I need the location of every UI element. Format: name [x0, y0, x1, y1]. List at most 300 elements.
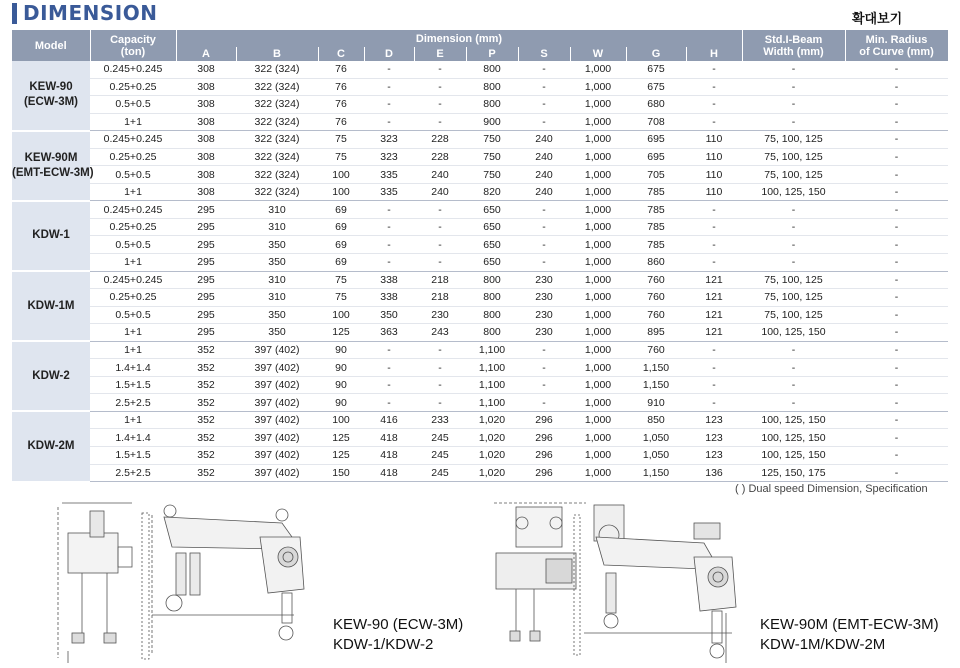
table-cell: -: [742, 218, 845, 236]
table-cell: 750: [466, 148, 518, 166]
table-cell: 322 (324): [236, 131, 318, 149]
table-cell: -: [742, 359, 845, 377]
table-cell: -: [518, 218, 570, 236]
table-cell: 0.25+0.25: [90, 218, 176, 236]
model-name-line: KEW-90: [29, 81, 73, 94]
table-cell: -: [414, 254, 466, 272]
table-cell: -: [414, 394, 466, 412]
table-cell: 322 (324): [236, 183, 318, 201]
table-cell: 910: [626, 394, 686, 412]
table-row: [12, 411, 948, 429]
table-cell: 1,020: [466, 411, 518, 429]
table-cell: 100: [318, 306, 364, 324]
table-cell: 296: [518, 464, 570, 482]
table-cell: 850: [626, 411, 686, 429]
table-cell: -: [518, 96, 570, 114]
table-cell: 397 (402): [236, 394, 318, 412]
table-cell: 0.25+0.25: [90, 289, 176, 307]
table-cell: 705: [626, 166, 686, 184]
table-cell: 100, 125, 150: [742, 183, 845, 201]
table-cell: -: [414, 341, 466, 359]
table-cell: 1,000: [570, 411, 626, 429]
model-cell: [12, 131, 94, 201]
table-cell: 0.25+0.25: [90, 148, 176, 166]
table-cell: 121: [686, 271, 742, 289]
table-cell: 308: [176, 148, 236, 166]
table-cell: 322 (324): [236, 166, 318, 184]
table-cell: 650: [466, 236, 518, 254]
table-cell: -: [414, 218, 466, 236]
table-cell: 296: [518, 447, 570, 465]
table-cell: 323: [364, 131, 414, 149]
header-capacity: Capacity (ton): [90, 30, 176, 61]
table-cell: -: [518, 201, 570, 219]
table-cell: 352: [176, 376, 236, 394]
table-cell: 121: [686, 289, 742, 307]
table-cell: -: [845, 254, 948, 272]
table-cell: 308: [176, 96, 236, 114]
table-cell: 1,000: [570, 236, 626, 254]
table-row: [12, 289, 948, 307]
table-cell: 245: [414, 464, 466, 482]
table-cell: 2.5+2.5: [90, 464, 176, 482]
table-cell: 1,050: [626, 447, 686, 465]
table-cell: 308: [176, 61, 236, 78]
table-row: [12, 394, 948, 412]
model-name-line: KDW-1M: [27, 299, 75, 312]
table-cell: -: [845, 341, 948, 359]
table-cell: -: [742, 341, 845, 359]
table-cell: 695: [626, 148, 686, 166]
table-cell: 1,150: [626, 376, 686, 394]
table-cell: 295: [176, 201, 236, 219]
table-cell: 1+1: [90, 254, 176, 272]
table-cell: 1+1: [90, 411, 176, 429]
table-cell: 785: [626, 201, 686, 219]
table-cell: 0.5+0.5: [90, 96, 176, 114]
table-cell: 1,020: [466, 447, 518, 465]
table-cell: 75, 100, 125: [742, 289, 845, 307]
table-cell: -: [845, 218, 948, 236]
table-cell: 0.25+0.25: [90, 78, 176, 96]
table-cell: 322 (324): [236, 96, 318, 114]
table-cell: -: [414, 201, 466, 219]
table-cell: 233: [414, 411, 466, 429]
table-cell: 1,000: [570, 271, 626, 289]
table-cell: 363: [364, 324, 414, 342]
table-cell: 1,000: [570, 254, 626, 272]
table-cell: 322 (324): [236, 61, 318, 78]
table-cell: 1,100: [466, 394, 518, 412]
table-cell: 352: [176, 341, 236, 359]
table-cell: 322 (324): [236, 148, 318, 166]
table-cell: 75: [318, 131, 364, 149]
table-cell: -: [518, 254, 570, 272]
table-cell: -: [364, 359, 414, 377]
table-row: [12, 236, 948, 254]
table-cell: 230: [518, 289, 570, 307]
table-cell: 1,020: [466, 429, 518, 447]
table-cell: -: [742, 394, 845, 412]
table-cell: -: [686, 341, 742, 359]
table-cell: 125, 150, 175: [742, 464, 845, 482]
table-cell: 397 (402): [236, 359, 318, 377]
table-cell: 296: [518, 429, 570, 447]
table-cell: 1,000: [570, 289, 626, 307]
table-cell: 760: [626, 289, 686, 307]
header-dim-s: S: [518, 47, 570, 61]
table-cell: 352: [176, 429, 236, 447]
table-cell: 0.245+0.245: [90, 271, 176, 289]
model-cell: [12, 271, 90, 341]
table-cell: -: [845, 61, 948, 78]
table-cell: 295: [176, 324, 236, 342]
table-cell: 100, 125, 150: [742, 429, 845, 447]
table-cell: 230: [518, 271, 570, 289]
table-cell: 240: [414, 166, 466, 184]
table-cell: -: [364, 218, 414, 236]
table-cell: 123: [686, 429, 742, 447]
table-cell: 1.5+1.5: [90, 447, 176, 465]
table-cell: -: [845, 166, 948, 184]
drawing-kew90m-kdw1m-kdw2m: [486, 493, 764, 665]
table-cell: 785: [626, 236, 686, 254]
table-cell: 397 (402): [236, 376, 318, 394]
table-cell: 310: [236, 218, 318, 236]
table-cell: 0.5+0.5: [90, 306, 176, 324]
table-cell: 750: [466, 166, 518, 184]
caption-right-line2: KDW-1M/KDW-2M: [760, 636, 886, 653]
header-dim-c: C: [318, 47, 364, 61]
table-row: [12, 254, 948, 272]
table-row: [12, 447, 948, 465]
table-cell: 1,000: [570, 201, 626, 219]
table-cell: 76: [318, 96, 364, 114]
table-cell: -: [845, 289, 948, 307]
section-title: [12, 0, 157, 26]
table-cell: 295: [176, 218, 236, 236]
table-cell: 136: [686, 464, 742, 482]
table-cell: -: [845, 429, 948, 447]
table-cell: 1,100: [466, 376, 518, 394]
table-cell: 230: [518, 324, 570, 342]
table-cell: -: [364, 61, 414, 78]
table-cell: 121: [686, 324, 742, 342]
table-body: [12, 61, 948, 482]
table-cell: -: [742, 254, 845, 272]
table-cell: 218: [414, 289, 466, 307]
table-cell: 150: [318, 464, 364, 482]
table-cell: 75, 100, 125: [742, 271, 845, 289]
header-model: Model: [12, 30, 90, 61]
table-cell: -: [845, 236, 948, 254]
table-cell: 1,150: [626, 464, 686, 482]
table-cell: 295: [176, 271, 236, 289]
table-cell: -: [845, 148, 948, 166]
table-cell: 75: [318, 289, 364, 307]
table-cell: 1,000: [570, 359, 626, 377]
table-cell: 69: [318, 236, 364, 254]
model-name-line: (EMT-ECW-3M): [12, 166, 94, 179]
table-cell: 123: [686, 447, 742, 465]
title-accent-bar: [12, 3, 17, 24]
table-row: [12, 376, 948, 394]
table-cell: 900: [466, 113, 518, 131]
table-cell: -: [845, 113, 948, 131]
table-cell: 2.5+2.5: [90, 394, 176, 412]
table-cell: 1,000: [570, 341, 626, 359]
table-cell: 785: [626, 183, 686, 201]
table-cell: 69: [318, 218, 364, 236]
table-cell: -: [364, 96, 414, 114]
table-cell: -: [845, 78, 948, 96]
table-cell: -: [686, 236, 742, 254]
table-cell: 245: [414, 429, 466, 447]
table-cell: -: [518, 78, 570, 96]
table-cell: 1,000: [570, 218, 626, 236]
table-cell: -: [364, 201, 414, 219]
table-cell: 800: [466, 61, 518, 78]
table-cell: -: [742, 96, 845, 114]
model-name-line: KDW-2: [32, 369, 70, 382]
table-cell: 308: [176, 166, 236, 184]
table-cell: 1,000: [570, 447, 626, 465]
table-cell: 397 (402): [236, 411, 318, 429]
table-cell: 800: [466, 78, 518, 96]
table-cell: -: [518, 394, 570, 412]
table-cell: -: [845, 96, 948, 114]
table-cell: 308: [176, 113, 236, 131]
table-cell: -: [518, 61, 570, 78]
table-row: [12, 183, 948, 201]
table-cell: -: [414, 78, 466, 96]
table-cell: 75: [318, 271, 364, 289]
table-cell: -: [845, 411, 948, 429]
table-cell: 800: [466, 306, 518, 324]
table-cell: 695: [626, 131, 686, 149]
table-row: [12, 201, 948, 219]
table-cell: 308: [176, 131, 236, 149]
table-cell: -: [845, 201, 948, 219]
table-cell: 310: [236, 289, 318, 307]
table-cell: 90: [318, 359, 364, 377]
table-cell: 800: [466, 96, 518, 114]
header-dim-p: P: [466, 47, 518, 61]
table-cell: 75, 100, 125: [742, 148, 845, 166]
table-cell: -: [414, 236, 466, 254]
table-cell: 69: [318, 201, 364, 219]
table-cell: -: [414, 113, 466, 131]
table-cell: 418: [364, 447, 414, 465]
table-cell: -: [686, 61, 742, 78]
table-cell: 1.4+1.4: [90, 359, 176, 377]
table-cell: 675: [626, 78, 686, 96]
table-cell: -: [742, 113, 845, 131]
table-cell: 230: [518, 306, 570, 324]
table-cell: 1,150: [626, 359, 686, 377]
table-cell: -: [686, 376, 742, 394]
table-cell: -: [845, 131, 948, 149]
table-cell: 895: [626, 324, 686, 342]
table-row: [12, 271, 948, 289]
table-cell: 230: [414, 306, 466, 324]
table-cell: 1,000: [570, 394, 626, 412]
table-cell: 110: [686, 131, 742, 149]
model-name-line: KDW-1: [32, 229, 70, 242]
table-cell: 240: [518, 183, 570, 201]
table-cell: 322 (324): [236, 78, 318, 96]
table-cell: -: [364, 376, 414, 394]
table-row: [12, 131, 948, 149]
model-cell: [12, 61, 90, 131]
caption-left: [333, 615, 463, 655]
header-beam-width: Std.I-Beam Width (mm): [742, 30, 845, 61]
table-cell: 295: [176, 289, 236, 307]
table-cell: 310: [236, 271, 318, 289]
table-cell: 323: [364, 148, 414, 166]
table-cell: -: [518, 376, 570, 394]
table-cell: 352: [176, 394, 236, 412]
zoom-link[interactable]: 확대보기: [852, 12, 903, 27]
table-row: [12, 324, 948, 342]
table-cell: -: [742, 236, 845, 254]
table-row: [12, 61, 948, 78]
table-row: [12, 306, 948, 324]
table-cell: -: [686, 218, 742, 236]
caption-right-line1: KEW-90M (EMT-ECW-3M): [760, 616, 939, 633]
table-cell: -: [364, 236, 414, 254]
table-row: [12, 218, 948, 236]
table-cell: 1,000: [570, 429, 626, 447]
table-cell: 228: [414, 148, 466, 166]
table-row: [12, 166, 948, 184]
table-cell: -: [414, 61, 466, 78]
table-cell: -: [845, 324, 948, 342]
table-cell: 1,020: [466, 464, 518, 482]
table-cell: 1,000: [570, 464, 626, 482]
table-cell: -: [742, 61, 845, 78]
header-dim-h: H: [686, 47, 742, 61]
table-cell: 335: [364, 166, 414, 184]
table-cell: 1+1: [90, 324, 176, 342]
drawing-kew90-kdw1-kdw2: [52, 493, 332, 665]
table-cell: 416: [364, 411, 414, 429]
table-cell: -: [742, 201, 845, 219]
table-cell: 1,000: [570, 324, 626, 342]
table-cell: 418: [364, 429, 414, 447]
table-cell: 76: [318, 61, 364, 78]
header-min-radius: Min. Radius of Curve (mm): [845, 30, 948, 61]
table-cell: -: [686, 78, 742, 96]
table-cell: 335: [364, 183, 414, 201]
table-cell: 75, 100, 125: [742, 131, 845, 149]
header-dim-d: D: [364, 47, 414, 61]
table-cell: -: [845, 447, 948, 465]
header-dim-g: G: [626, 47, 686, 61]
table-cell: -: [686, 359, 742, 377]
table-cell: 123: [686, 411, 742, 429]
table-cell: 218: [414, 271, 466, 289]
table-cell: 1,000: [570, 183, 626, 201]
table-cell: -: [518, 236, 570, 254]
table-cell: 1.5+1.5: [90, 376, 176, 394]
table-cell: 228: [414, 131, 466, 149]
table-cell: -: [686, 201, 742, 219]
table-cell: 75, 100, 125: [742, 306, 845, 324]
table-cell: 1,000: [570, 376, 626, 394]
table-cell: -: [414, 96, 466, 114]
table-cell: -: [364, 113, 414, 131]
dual-speed-note: ( ) Dual speed Dimension, Specification: [735, 483, 928, 495]
table-cell: 296: [518, 411, 570, 429]
table-cell: -: [845, 464, 948, 482]
dimension-table: [12, 30, 949, 483]
table-cell: 800: [466, 289, 518, 307]
table-cell: 69: [318, 254, 364, 272]
table-cell: -: [364, 254, 414, 272]
table-cell: -: [686, 113, 742, 131]
table-cell: 650: [466, 254, 518, 272]
table-cell: 350: [236, 324, 318, 342]
table-row: [12, 464, 948, 482]
caption-left-line2: KDW-1/KDW-2: [333, 636, 434, 653]
table-cell: 0.245+0.245: [90, 131, 176, 149]
table-cell: 75: [318, 148, 364, 166]
table-cell: 100: [318, 183, 364, 201]
table-cell: 350: [236, 254, 318, 272]
table-cell: 352: [176, 359, 236, 377]
header-dim-a: A: [176, 47, 236, 61]
table-cell: 1,100: [466, 341, 518, 359]
table-cell: 760: [626, 341, 686, 359]
table-cell: 100, 125, 150: [742, 411, 845, 429]
table-cell: 240: [518, 148, 570, 166]
table-cell: 240: [518, 166, 570, 184]
table-cell: -: [845, 376, 948, 394]
table-cell: -: [742, 376, 845, 394]
table-cell: -: [364, 341, 414, 359]
table-cell: 1,000: [570, 166, 626, 184]
table-cell: 100: [318, 411, 364, 429]
table-cell: -: [364, 394, 414, 412]
table-cell: 75, 100, 125: [742, 166, 845, 184]
table-cell: 820: [466, 183, 518, 201]
model-name-line: (ECW-3M): [23, 96, 79, 109]
table-cell: 418: [364, 464, 414, 482]
table-cell: -: [414, 359, 466, 377]
table-cell: 338: [364, 289, 414, 307]
table-cell: 1.4+1.4: [90, 429, 176, 447]
table-cell: 760: [626, 306, 686, 324]
table-cell: -: [364, 78, 414, 96]
table-cell: 397 (402): [236, 429, 318, 447]
table-row: [12, 113, 948, 131]
table-cell: 90: [318, 376, 364, 394]
table-cell: 397 (402): [236, 464, 318, 482]
header-dim-e: E: [414, 47, 466, 61]
model-name-line: KEW-90M: [24, 151, 78, 164]
table-cell: 100, 125, 150: [742, 447, 845, 465]
table-cell: -: [845, 271, 948, 289]
table-cell: -: [845, 359, 948, 377]
table-cell: 352: [176, 411, 236, 429]
table-cell: 397 (402): [236, 341, 318, 359]
model-cell: [12, 411, 90, 481]
table-cell: 352: [176, 464, 236, 482]
table-cell: -: [686, 96, 742, 114]
model-name-line: KDW-2M: [27, 440, 75, 453]
caption-left-line1: KEW-90 (ECW-3M): [333, 616, 464, 633]
